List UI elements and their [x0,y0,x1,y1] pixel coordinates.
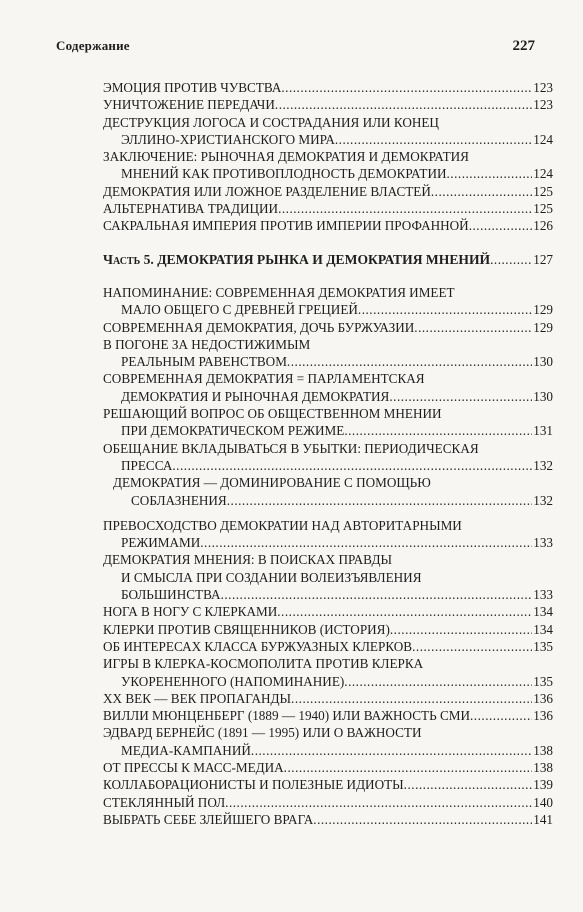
toc-page-number: 138 [533,759,553,775]
toc-entry-text: ОБЕЩАНИЕ ВКЛАДЫВАТЬСЯ В УБЫТКИ: ПЕРИОДИЧЕСКАЯ [103,440,479,456]
toc-entry-text: XX ВЕК — ВЕК ПРОПАГАНДЫ [103,690,292,706]
toc-entry-text: САКРАЛЬНАЯ ИМПЕРИЯ ПРОТИВ ИМПЕРИИ ПРОФАННОЙ [103,218,469,234]
toc-line [103,794,553,811]
toc-page-number: 123 [533,97,553,113]
toc-entry-text: ПРЕВОСХОДСТВО ДЕМОКРАТИИ НАД АВТОРИТАРНЫМИ [103,517,462,533]
toc-leader-dots [431,183,532,200]
toc-leader-dots [470,707,532,724]
toc-line [103,811,553,828]
toc-entry-text: МЕДИА-КАМПАНИЙ [121,742,251,758]
toc-leader-dots [200,534,532,551]
toc-page-number: 134 [533,604,553,620]
toc-leader-dots [291,690,532,707]
toc-entry [103,707,553,724]
toc-leader-dots [284,759,533,776]
toc-leader-dots [221,586,533,603]
table-of-contents [103,79,553,828]
toc-page-number: 135 [533,673,553,689]
toc-line [103,569,553,586]
toc-entry [103,79,553,96]
toc-entry-text: ПРИ ДЕМОКРАТИЧЕСКОМ РЕЖИМЕ [121,423,345,439]
toc-line [103,422,553,439]
toc-line [103,440,553,457]
toc-line [103,638,553,655]
toc-group-3 [103,517,553,828]
toc-line [103,336,553,353]
toc-entry-text: РЕАЛЬНЫМ РАВЕНСТВОМ [121,354,287,370]
toc-entry-text: УКОРЕНЕННОГО (НАПОМИНАНИЕ) [121,673,345,689]
toc-leader-dots [344,673,532,690]
toc-page-number: 125 [533,201,553,217]
toc-line [103,707,553,724]
toc-entry-text: ДЕМОКРАТИЯ И РЫНОЧНАЯ ДЕМОКРАТИЯ [121,388,390,404]
toc-leader-dots [414,319,532,336]
toc-line [103,759,553,776]
spacer [103,509,553,517]
toc-line [103,457,553,474]
toc-entry-text: ВЫБРАТЬ СЕБЕ ЗЛЕЙШЕГО ВРАГА [103,811,314,827]
toc-page-number: 129 [533,302,553,318]
toc-entry-text: ЗАКЛЮЧЕНИЕ: РЫНОЧНАЯ ДЕМОКРАТИЯ И ДЕМОКРАТИЯ [103,149,469,165]
toc-entry-text: ВИЛЛИ МЮНЦЕНБЕРГ (1889 — 1940) ИЛИ ВАЖНОСТЬ СМИ [103,708,470,724]
toc-line [103,776,553,793]
toc-line [103,79,553,96]
toc-line [103,251,553,268]
toc-line [103,724,553,741]
toc-entry [103,148,553,183]
running-header [56,38,535,60]
toc-leader-dots [278,200,532,217]
toc-line [103,603,553,620]
toc-line [103,217,553,234]
toc-leader-dots [447,165,533,182]
toc-line [103,183,553,200]
toc-leader-dots [335,131,532,148]
toc-page-number: 132 [533,492,553,508]
toc-entry [103,336,553,371]
toc-leader-dots [275,96,532,113]
toc-line [103,690,553,707]
toc-page-number: 130 [533,388,553,404]
spacer [103,268,553,284]
toc-entry [103,690,553,707]
toc-line [103,405,553,422]
toc-entry-text: ДЕМОКРАТИЯ — ДОМИНИРОВАНИЕ С ПОМОЩЬЮ [113,475,431,491]
toc-entry-text: МАЛО ОБЩЕГО С ДРЕВНЕЙ ГРЕЦИЕЙ [121,302,358,318]
toc-entry-text: ДЕМОКРАТИЯ МНЕНИЯ: В ПОИСКАХ ПРАВДЫ [103,552,392,568]
toc-entry [103,370,553,405]
toc-entry [103,284,553,319]
toc-entry [103,405,553,440]
toc-leader-dots [225,794,532,811]
toc-entry-text: ОБ ИНТЕРЕСАХ КЛАССА БУРЖУАЗНЫХ КЛЕРКОВ [103,638,413,654]
toc-page-number: 138 [533,742,553,758]
toc-leader-dots [277,603,532,620]
toc-page-number: 123 [533,80,553,95]
running-header-title: Содержание [56,38,130,53]
toc-entry [103,603,553,620]
toc-line [103,534,553,551]
toc-entry-text: ИГРЫ В КЛЕРКА-КОСМОПОЛИТА ПРОТИВ КЛЕРКА [103,656,424,672]
toc-page-number: 124 [533,131,553,147]
toc-entry-text: ДЕМОКРАТИЯ ИЛИ ЛОЖНОЕ РАЗДЕЛЕНИЕ ВЛАСТЕЙ [103,183,431,199]
toc-entry [103,794,553,811]
toc-line [103,655,553,672]
toc-line [103,742,553,759]
toc-leader-dots [287,353,532,370]
toc-leader-dots [389,388,532,405]
toc-entry-text: ЭМОЦИЯ ПРОТИВ ЧУВСТВА [103,80,282,95]
toc-leader-dots [404,776,533,793]
toc-entry [103,217,553,234]
toc-page-number: 134 [533,621,553,637]
toc-page-number: 141 [533,811,553,827]
toc-page-number: 124 [533,166,553,182]
toc-entry-text: ОТ ПРЕССЫ К МАСС-МЕДИА [103,759,284,775]
toc-entry [103,440,553,475]
toc-entry-text: ЭЛЛИНО-ХРИСТИАНСКОГО МИРА [121,131,335,147]
toc-entry [103,655,553,690]
toc-entry-text: МНЕНИЙ КАК ПРОТИВОПЛОДНОСТЬ ДЕМОКРАТИИ [121,166,447,182]
toc-page-number: 135 [533,638,553,654]
toc-page-number: 136 [533,690,553,706]
page-number: 227 [512,38,535,54]
toc-page-number: 125 [533,183,553,199]
toc-page-number: 129 [533,319,553,335]
toc-line [103,370,553,387]
toc-entry-text: И СМЫСЛА ПРИ СОЗДАНИИ ВОЛЕИЗЪЯВЛЕНИЯ [121,569,422,585]
toc-leader-dots [490,251,532,268]
toc-entry [103,200,553,217]
toc-page-number: 133 [533,535,553,551]
toc-entry-text: УНИЧТОЖЕНИЕ ПЕРЕДАЧИ [103,97,275,113]
toc-entry-text: НАПОМИНАНИЕ: СОВРЕМЕННАЯ ДЕМОКРАТИЯ ИМЕЕТ [103,284,455,300]
toc-entry-text: ДЕСТРУКЦИЯ ЛОГОСА И СОСТРАДАНИЯ ИЛИ КОНЕЦ [103,114,439,130]
toc-line [103,96,553,113]
toc-line [103,148,553,165]
toc-entry-text: СОБЛАЗНЕНИЯ [131,492,227,508]
toc-line [103,114,553,131]
toc-part-name: ДЕМОКРАТИЯ РЫНКА И ДЕМОКРАТИЯ МНЕНИЙ [157,251,491,267]
toc-entry [103,114,553,149]
toc-entry [103,759,553,776]
toc-entry-text: АЛЬТЕРНАТИВА ТРАДИЦИИ [103,201,279,217]
toc-leader-dots [172,457,532,474]
toc-entry-text: КЛЕРКИ ПРОТИВ СВЯЩЕННИКОВ (ИСТОРИЯ) [103,621,390,637]
toc-leader-dots [227,492,532,509]
toc-line [103,586,553,603]
toc-entry [103,811,553,828]
toc-entry-text: В ПОГОНЕ ЗА НЕДОСТИЖИМЫМ [103,336,311,352]
toc-page-number: 132 [533,457,553,473]
toc-entry [103,551,553,603]
toc-entry-text: СОВРЕМЕННАЯ ДЕМОКРАТИЯ = ПАРЛАМЕНТСКАЯ [103,371,425,387]
toc-leader-dots [281,79,532,96]
toc-entry [103,776,553,793]
toc-entry-text: БОЛЬШИНСТВА [121,587,221,603]
toc-entry-text: РЕШАЮЩИЙ ВОПРОС ОБ ОБЩЕСТВЕННОМ МНЕНИИ [103,406,442,422]
toc-part-label: Часть 5. [103,251,154,267]
toc-entry-text: ЭДВАРД БЕРНЕЙС (1891 — 1995) ИЛИ О ВАЖНОСТИ [103,725,422,741]
toc-entry [103,638,553,655]
toc-entry [103,621,553,638]
toc-line [103,131,553,148]
toc-part-heading [103,251,553,268]
toc-page-number: 140 [533,794,553,810]
toc-entry [103,517,553,552]
toc-group-2 [103,284,553,509]
toc-entry-text: ПРЕССА [121,457,173,473]
toc-line [113,474,553,491]
toc-line [103,517,553,534]
toc-line [103,165,553,182]
toc-group-1 [103,79,553,235]
spacer [103,235,553,251]
toc-entry-text: КОЛЛАБОРАЦИОНИСТЫ И ПОЛЕЗНЫЕ ИДИОТЫ [103,777,404,793]
toc-entry-text: СОВРЕМЕННАЯ ДЕМОКРАТИЯ, ДОЧЬ БУРЖУАЗИИ [103,319,415,335]
toc-entry [103,474,553,509]
toc-page-number: 139 [533,777,553,793]
toc-entry-text: СТЕКЛЯННЫЙ ПОЛ [103,794,226,810]
toc-line [103,284,553,301]
toc-line [103,621,553,638]
toc-line [103,551,553,568]
toc-page-number: 136 [533,708,553,724]
toc-line [103,353,553,370]
toc-page-number: 131 [533,423,553,439]
toc-leader-dots [469,217,533,234]
toc-page-number: 127 [533,251,553,267]
toc-line [103,388,553,405]
toc-leader-dots [313,811,532,828]
toc-page-number: 126 [533,218,553,234]
toc-leader-dots [344,422,532,439]
toc-page-number: 133 [533,587,553,603]
toc-line [113,492,553,509]
toc-line [103,673,553,690]
toc-line [103,301,553,318]
toc-leader-dots [251,742,532,759]
toc-entry-text: РЕЖИМАМИ [121,535,201,551]
toc-leader-dots [358,301,532,318]
toc-leader-dots [390,621,532,638]
toc-line [103,200,553,217]
toc-entry [103,183,553,200]
toc-entry-text: НОГА В НОГУ С КЛЕРКАМИ [103,604,278,620]
toc-line [103,319,553,336]
toc-entry [103,724,553,759]
toc-entry [103,96,553,113]
toc-part-title [103,251,490,268]
toc-leader-dots [412,638,532,655]
toc-page-number: 130 [533,354,553,370]
toc-entry [103,319,553,336]
